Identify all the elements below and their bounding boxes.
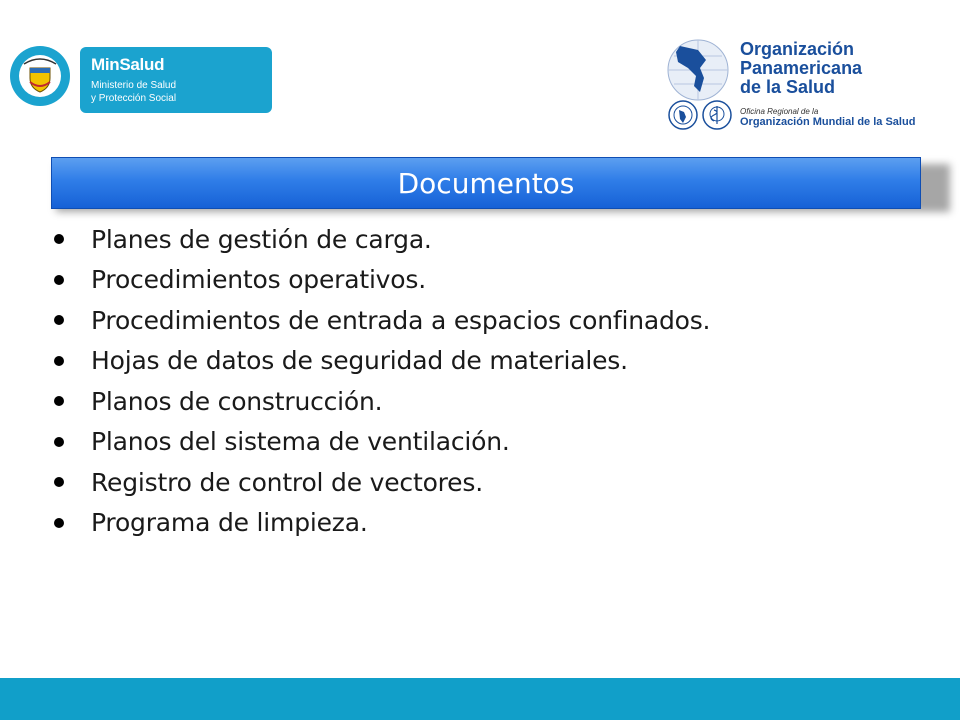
list-item-text: Hojas de datos de seguridad de materiales. [91, 346, 628, 376]
bullet-icon [54, 396, 64, 406]
list-item-text: Programa de limpieza. [91, 508, 368, 538]
paho-seal-icon [668, 100, 698, 130]
list-item [52, 260, 710, 301]
ops-name-line: Panamericana [740, 58, 863, 78]
minsalud-title: MinSalud [91, 55, 165, 74]
bullet-icon [54, 477, 64, 487]
list-item [52, 341, 710, 382]
colombia-coat-of-arms-icon [8, 44, 72, 108]
ops-regional-office: Oficina Regional de la [740, 107, 819, 116]
documents-list [52, 219, 710, 543]
list-item-text: Planos de construcción. [91, 386, 383, 416]
minsalud-logo [80, 47, 272, 113]
list-item-text: Procedimientos de entrada a espacios confinados. [91, 305, 711, 335]
list-item [52, 381, 710, 422]
minsalud-subtitle: y Protección Social [91, 93, 177, 104]
footer-bar [0, 678, 960, 720]
americas-globe-icon [666, 38, 730, 102]
list-item-text: Registro de control de vectores. [91, 467, 483, 497]
ops-who-name: Organización Mundial de la Salud [740, 116, 916, 128]
bullet-icon [54, 315, 64, 325]
bullet-icon [54, 437, 64, 447]
ops-name-line: de la Salud [740, 77, 836, 97]
list-item-text: Procedimientos operativos. [91, 265, 426, 295]
ops-name-line: Organización [740, 39, 855, 59]
list-item [52, 300, 710, 341]
title-banner [51, 157, 921, 209]
bullet-icon [54, 275, 64, 285]
list-item-text: Planos del sistema de ventilación. [91, 427, 510, 457]
list-item-text: Planes de gestión de carga. [91, 224, 432, 254]
list-item [52, 462, 710, 503]
who-emblem-icon [702, 100, 732, 130]
list-item [52, 422, 710, 463]
list-item [52, 503, 710, 544]
bullet-icon [54, 234, 64, 244]
bullet-icon [54, 518, 64, 528]
minsalud-subtitle: Ministerio de Salud [91, 80, 177, 91]
list-item [52, 219, 710, 260]
bullet-icon [54, 356, 64, 366]
page-title: Documentos [397, 166, 575, 200]
